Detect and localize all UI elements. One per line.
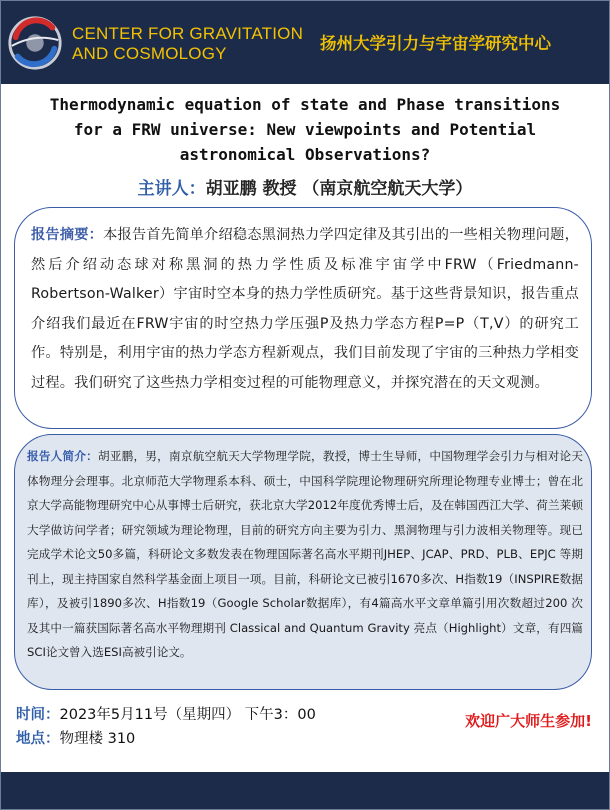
talk-title-line1: Thermodynamic equation of state and Phase transitions [49, 95, 561, 114]
time-label: 时间： [16, 707, 60, 723]
org-name-english-line2: AND COSMOLOGY [72, 44, 227, 63]
place-label: 地点： [16, 731, 60, 747]
org-name-english-line1: CENTER FOR GRAVITATION [72, 24, 304, 43]
speaker-label: 主讲人： [137, 179, 206, 199]
bio-label: 报告人简介： [27, 449, 99, 463]
place-value: 物理楼 310 [59, 731, 136, 747]
org-name-chinese: 扬州大学引力与宇宙学研究中心 [320, 34, 551, 53]
speaker-name: 胡亚鹏 教授 （南京航空航天大学） [205, 179, 473, 199]
talk-title-line2: for a FRW universe: New viewpoints and Potential [73, 120, 537, 139]
welcome-message: 欢迎广大师生参加! [465, 712, 592, 730]
bio-text: 胡亚鹏，男，南京航空航天大学物理学院，教授，博士生导师，中国物理学会引力与相对论天体物理分会理事。北京师范大学物理系本科、硕士，中国科学院理论物理研究所理论物理专业博士；曾在北京大学高能物理研究中心从事博士后研究，获北京大学2012年度优秀博士后，及在韩国西江大学、荷兰莱顿大学做访问学者；研究领域为理论物理，目前的研究方向主要为引力、黑洞物理与引力波相关物理等。现已完成学术论文50多篇，科研论文多数发表在物理国际著名高水平期刊JHEP、JCAP、PRD、PLB、EPJC 等期刊上，现主持国家自然科学基金面上项目一项。目前，科研论文已被引1670多次、H指数19（INSPIRE数据库），及被引1890多次、H指数19（Google Scholar数据库），有4篇高水平文章单篇引用次数超过200 次及其中一篇获国际著名高水平物理期刊 Classical and Quantum Gravity 亮点（Highlight）文章，有四篇SCI论文曾入选ESI高被引论文。 [27, 449, 583, 659]
talk-title-line3: astronomical Observations? [179, 145, 431, 164]
abstract-text: 本报告首先简单介绍稳态黑洞热力学四定律及其引出的一些相关物理问题，然后介绍动态球对称黑洞的热力学性质及标准宇宙学中FRW（Friedmann-Robertson-Walker）宇宙时空本身的热力学性质研究。基于这些背景知识，报告重点介绍我们最近在FRW宇宙的时空热力学压强P及热力学态方程P=P（T,V）的研究工作。特别是，利用宇宙的热力学态方程新观点，我们目前发现了宇宙的三种热力学相变过程。我们研究了这些热力学相变过程的可能物理意义，并探究潜在的天文观测。 [31, 227, 579, 391]
abstract-label: 报告摘要： [31, 227, 104, 243]
time-value: 2023年5月11号（星期四） 下午3：00 [59, 707, 316, 723]
